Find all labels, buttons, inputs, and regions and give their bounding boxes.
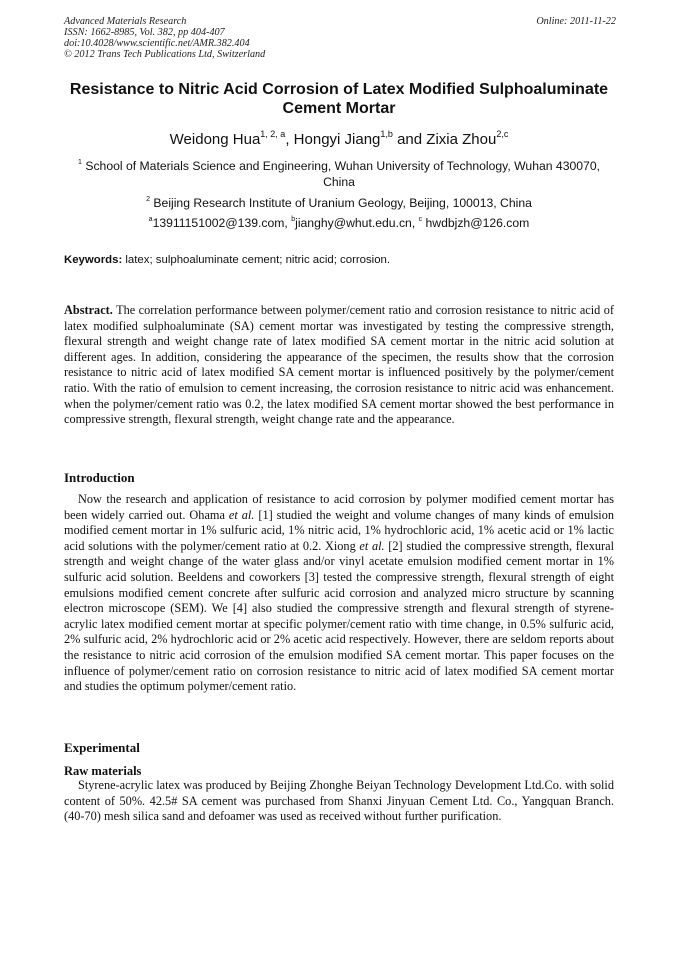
author-affiliation-mark: 2,c (496, 129, 509, 139)
author-separator: , (285, 131, 294, 148)
email-address[interactable]: jianghy@whut.edu.cn, (295, 216, 419, 230)
email-mark: c (418, 216, 423, 223)
introduction-paragraph (64, 492, 614, 695)
abstract-label: Abstract. (64, 303, 113, 317)
author-affiliation-mark: 1, 2, a (260, 129, 286, 139)
author-name: Hongyi Jiang (293, 131, 381, 148)
keywords (64, 253, 614, 267)
intro-text: [1] studied the weight and volume changes of many kinds of emulsion modified cement mortar in 1% sulfuric acid, 1% nitric acid, 1% hydrochloric acid, 1% acetic acid or 1% lactic acid solutions with the polymer/cement ratio at 0.2. Xiong (64, 507, 615, 553)
issn-line: ISSN: 1662-8985, Vol. 382, pp 404-407 (64, 27, 225, 38)
email-mark: b (291, 216, 296, 223)
introduction-heading: Introduction (64, 470, 135, 485)
affiliation-mark: 1 (78, 159, 82, 166)
author-name: Weidong Hua (169, 131, 261, 148)
affiliation-text: School of Materials Science and Engineering, Wuhan University of Technology, Wuhan 430070, China (85, 159, 600, 189)
doi-line: doi:10.4028/www.scientific.net/AMR.382.404 (64, 38, 250, 49)
email-line (64, 215, 614, 231)
abstract (64, 303, 614, 428)
paper-title: Resistance to Nitric Acid Corrosion of Latex Modified Sulphoaluminate Cement Mortar (69, 81, 609, 117)
online-date: Online: 2011-11-22 (536, 16, 616, 27)
copyright-line: © 2012 Trans Tech Publications Ltd, Switzerland (64, 49, 266, 60)
raw-materials-paragraph: Styrene-acrylic latex was produced by Beijing Zhonghe Beiyan Technology Development Ltd.Co. with solid content of 50%. 42.5# SA cement was purchased from Shanxi Jinyuan Cement Ltd. Co., Yangquan Branch. (40-70) mesh silica sand and defoamer was used as received without further purification. (64, 778, 614, 824)
affiliation-mark: 2 (146, 196, 151, 203)
intro-emphasis: et al. (228, 507, 255, 522)
author-separator: and (392, 131, 427, 148)
raw-materials-subheading: Raw materials (64, 764, 142, 778)
running-header (64, 16, 616, 60)
journal-name: Advanced Materials Research (64, 16, 187, 27)
email-address[interactable]: hwdbjzh@126.com (425, 216, 530, 230)
author-affiliation-mark: 1,b (380, 129, 393, 139)
keywords-text: latex; sulphoaluminate cement; nitric acid; corrosion. (125, 254, 391, 266)
intro-text: [2] studied the compressive strength, flexural strength and weight change of the water glass and/or vinyl acetate emulsion modified cement mortar in 1% sulfuric acid solution. Beeldens and coworkers [3] tested the compressive strength, flexural strength of eight emulsions modified cement concrete after sulfuric acid corrosion and analyzed micro structure by scanning electron microscope (SEM). We [4] also studied the compressive strength and flexural strength of styrene-acrylic latex modified cement mortar at specific polymer/cement ratio with time change, in 0.5% sulfuric acid, 2% sulfuric acid, 2% hydrochloric acid or 2% acetic acid respectively. However, there are seldom reports about the resistance to nitric acid corrosion of the emulsion modified SA cement mortar. This paper focuses on the influence of polymer/cement ratio on corrosion resistance to nitric acid of latex modified SA cement mortar and studies the optimum polymer/cement ratio. (64, 538, 614, 694)
keywords-label: Keywords: (64, 254, 123, 266)
author-name: Zixia Zhou (426, 131, 497, 148)
email-address[interactable]: 13911151002@139.com, (152, 216, 292, 230)
affiliation-1 (64, 158, 614, 190)
abstract-text: The correlation performance between polymer/cement ratio and corrosion resistance to nitric acid of latex modified sulphoaluminate (SA) cement mortar was investigated by testing the compressive strength, flexural strength and weight change rate of latex modified SA cement mortar in the nitric acid solution at different ages. In addition, considering the appearance of the specimen, the results show that the corrosion resistance to nitric acid of latex modified SA cement mortar is influenced positively by the polymer/cement ratio. With the ratio of emulsion to cement increasing, the corrosion resistance to nitric acid was enhancement. when the polymer/cement ratio was 0.2, the latex modified SA cement mortar showed the best performance in compressive strength, flexural strength, weight change rate and the appearance. (64, 303, 615, 427)
email-mark: a (148, 216, 153, 223)
author-list (64, 130, 614, 150)
affiliation-2 (64, 195, 614, 211)
affiliation-text: Beijing Research Institute of Uranium Geology, Beijing, 100013, China (153, 196, 532, 210)
intro-emphasis: et al. (359, 538, 385, 553)
experimental-heading: Experimental (64, 740, 140, 755)
intro-text: Now the research and application of resistance to acid corrosion by polymer modified cement mortar has been widely carried out. Ohama (64, 492, 614, 522)
